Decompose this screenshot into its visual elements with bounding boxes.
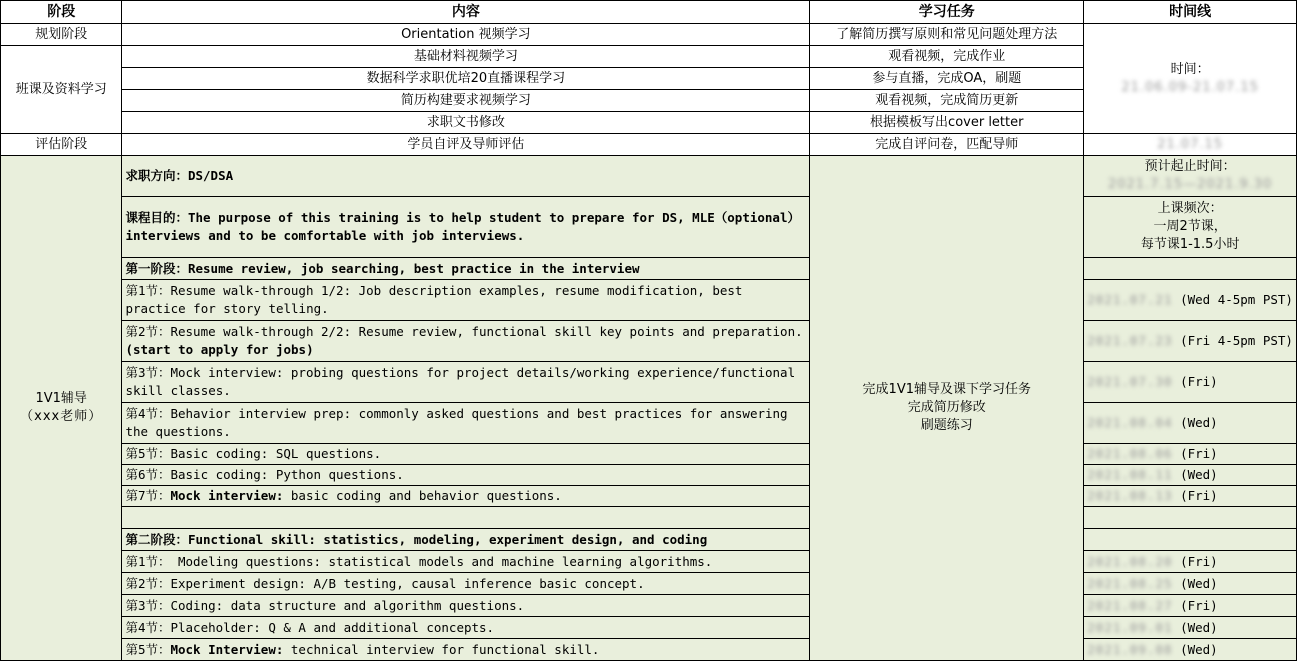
lesson-row (1, 573, 1297, 595)
lesson-date: 2021.08.04 (1087, 415, 1173, 430)
lesson-no: 第5节： (125, 641, 171, 657)
lesson-row (1, 280, 1297, 321)
lesson-date: 2021.08.11 (1087, 467, 1173, 482)
lesson-lead: Mock interview: (170, 488, 284, 503)
lesson-slot: (Fri) (1180, 374, 1218, 389)
lesson-row (1, 403, 1297, 444)
direction-cell (122, 156, 810, 197)
timeline-label: 时间： (1170, 61, 1210, 77)
lesson-text: Modeling questions: statistical models and machine learning algorithms. (170, 553, 713, 569)
lesson-no: 第6节： (125, 467, 171, 482)
purpose-cell (122, 197, 810, 258)
freq-cell (1084, 197, 1297, 258)
direction-label: 求职方向： (125, 168, 188, 183)
lesson-cell (122, 551, 810, 573)
lesson-row (1, 321, 1297, 362)
phase-label: 第一阶段： (125, 260, 188, 276)
lesson-slot: (Wed) (1180, 641, 1218, 657)
lesson-text: Coding: data structure and algorithm questions. (170, 597, 525, 613)
lesson-row (1, 444, 1297, 465)
lesson-slot: (Wed) (1180, 575, 1218, 591)
lesson-no: 第2节： (125, 324, 171, 339)
lesson-no: 第1节： (125, 283, 171, 298)
period-cell (1084, 156, 1297, 197)
task-cell: 参与直播，完成OA，刷题 (810, 68, 1084, 90)
task-cell: 观看视频，完成简历更新 (810, 90, 1084, 112)
eval-date: 21.07.15 (1157, 136, 1224, 152)
lesson-date: 2021.07.30 (1087, 374, 1173, 389)
lesson-cell (122, 595, 810, 617)
content-cell: 基础材料视频学习 (122, 46, 810, 68)
lesson-no: 第4节： (125, 406, 171, 421)
lesson-no: 第7节： (125, 488, 171, 503)
lesson-date-cell (1084, 617, 1297, 639)
lesson-date: 2021.07.21 (1087, 292, 1173, 307)
lesson-row (1, 362, 1297, 403)
lesson-text: technical interview for functional skill. (283, 641, 600, 657)
lesson-cell (122, 362, 810, 403)
lesson-date: 2021.08.25 (1087, 575, 1173, 591)
lesson-slot: (Fri) (1180, 488, 1218, 503)
lesson-row (1, 551, 1297, 573)
lesson-no: 第3节： (125, 365, 171, 380)
lesson-date-cell (1084, 321, 1297, 362)
lesson-date-cell (1084, 403, 1297, 444)
lesson-slot: (Fri 4-5pm PST) (1180, 333, 1293, 348)
lesson-slot: (Wed) (1180, 467, 1218, 482)
stage-cell: 班课及资料学习 (1, 46, 122, 134)
header-content: 内容 (122, 1, 810, 24)
freq-line: 每节课1-1.5小时 (1140, 237, 1240, 252)
timeline-cell (1084, 134, 1297, 156)
coaching-teacher: （xxx老师） (20, 409, 103, 424)
lesson-date: 2021.09.08 (1087, 641, 1173, 657)
phase2-cell (122, 529, 810, 551)
lesson-date: 2021.08.06 (1087, 446, 1173, 461)
lesson-cell (122, 465, 810, 486)
lesson-date: 2021.07.23 (1087, 333, 1173, 348)
header-timeline: 时间线 (1084, 1, 1297, 24)
lesson-row (1, 617, 1297, 639)
phase-row (1, 258, 1297, 280)
lesson-cell (122, 573, 810, 595)
lesson-text: Placeholder: Q & A and additional concepts. (170, 619, 495, 635)
empty-cell (1084, 507, 1297, 529)
lesson-date: 2021.08.20 (1087, 553, 1173, 569)
lesson-no: 第4节： (125, 619, 171, 635)
phase-title: Resume review, job searching, best practice in the interview (187, 260, 640, 276)
lesson-date-cell (1084, 444, 1297, 465)
lesson-cell (122, 280, 810, 321)
lesson-slot: (Wed) (1180, 415, 1218, 430)
freq-line: 一周2节课， (1153, 219, 1227, 234)
stage-cell: 评估阶段 (1, 134, 122, 156)
direction-value: DS/DSA (187, 168, 234, 183)
lesson-date-cell (1084, 465, 1297, 486)
period-label: 预计起止时间： (1144, 159, 1236, 174)
lesson-date-cell (1084, 595, 1297, 617)
lesson-no: 第2节： (125, 575, 171, 591)
lesson-row (1, 639, 1297, 661)
lesson-slot: (Wed) (1180, 619, 1218, 635)
lesson-no: 第1节： (125, 553, 171, 569)
timeline-cell (1084, 24, 1297, 134)
phase-title: Functional skill: statistics, modeling, experiment design, and coding (187, 531, 708, 547)
lesson-date-cell (1084, 362, 1297, 403)
lesson-text: Basic coding: SQL questions. (170, 446, 382, 461)
lesson-cell (122, 639, 810, 661)
empty-cell (1084, 258, 1297, 280)
direction-row (1, 156, 1297, 197)
purpose-label: 课程目的： (125, 210, 188, 225)
table-row (1, 134, 1297, 156)
lesson-slot: (Fri) (1180, 446, 1218, 461)
task-cell: 观看视频，完成作业 (810, 46, 1084, 68)
lesson-date-cell (1084, 639, 1297, 661)
spacer-row (1, 507, 1297, 529)
lesson-cell (122, 617, 810, 639)
lesson-lead: Mock Interview: (170, 641, 284, 657)
lesson-text: Behavior interview prep: commonly asked questions and best practices for answering the questions. (125, 406, 788, 439)
lesson-no: 第3节： (125, 597, 171, 613)
lesson-date: 2021.08.13 (1087, 488, 1173, 503)
phase-row (1, 529, 1297, 551)
lesson-date-cell (1084, 486, 1297, 507)
lesson-text: Basic coding: Python questions. (170, 467, 404, 482)
task-cell: 了解简历撰写原则和常见问题处理方法 (810, 24, 1084, 46)
lesson-slot: (Fri) (1180, 597, 1218, 613)
empty-cell (1084, 529, 1297, 551)
lesson-cell (122, 321, 810, 362)
purpose-row (1, 197, 1297, 258)
phase1-cell (122, 258, 810, 280)
task-cell: 完成自评问卷，匹配导师 (810, 134, 1084, 156)
timeline-value: 21.06.09-21.07.15 (1121, 79, 1259, 95)
coaching-task-line: 完成简历修改 (907, 400, 986, 415)
content-cell: 求职文书修改 (122, 112, 810, 134)
lesson-text: basic coding and behavior questions. (283, 488, 562, 503)
lesson-text: Experiment design: A/B testing, causal inference basic concept. (170, 575, 645, 591)
lesson-text: Resume walk-through 1/2: Job description examples, resume modification, best practice for story telling. (125, 283, 743, 316)
stage-cell: 规划阶段 (1, 24, 122, 46)
header-task: 学习任务 (810, 1, 1084, 24)
coaching-stage-cell (1, 156, 122, 661)
empty-cell (122, 507, 810, 529)
coaching-task-cell (810, 156, 1084, 661)
lesson-row (1, 595, 1297, 617)
lesson-date-cell (1084, 551, 1297, 573)
task-cell: 根据模板写出cover letter (810, 112, 1084, 134)
content-cell: 学员自评及导师评估 (122, 134, 810, 156)
content-cell: 简历构建要求视频学习 (122, 90, 810, 112)
lesson-row (1, 486, 1297, 507)
lesson-cell (122, 403, 810, 444)
content-cell: Orientation 视频学习 (122, 24, 810, 46)
lesson-note: (start to apply for jobs) (125, 342, 314, 357)
lesson-slot: (Fri) (1180, 553, 1218, 569)
content-cell: 数据科学求职优培20直播课程学习 (122, 68, 810, 90)
freq-label: 上课频次： (1157, 201, 1223, 216)
lesson-text: Mock interview: probing questions for project details/working experience/functional skill classes. (125, 365, 796, 398)
purpose-text: The purpose of this training is to help student to prepare for DS, MLE（optional） interviews and to be comfortable with job interviews. (125, 210, 800, 243)
lesson-row (1, 465, 1297, 486)
table-row (1, 24, 1297, 46)
lesson-cell (122, 486, 810, 507)
coaching-task-line: 完成1V1辅导及课下学习任务 (862, 382, 1031, 397)
lesson-cell (122, 444, 810, 465)
lesson-slot: (Wed 4-5pm PST) (1180, 292, 1293, 307)
coaching-task-line: 刷题练习 (920, 418, 973, 433)
lesson-date: 2021.09.01 (1087, 619, 1173, 635)
period-value: 2021.7.15—2021.9.30 (1107, 177, 1273, 192)
lesson-text: Resume walk-through 2/2: Resume review, functional skill key points and preparation. (170, 324, 803, 339)
lesson-date-cell (1084, 573, 1297, 595)
phase-label: 第二阶段： (125, 531, 188, 547)
lesson-date-cell (1084, 280, 1297, 321)
lesson-no: 第5节： (125, 446, 171, 461)
lesson-date: 2021.08.27 (1087, 597, 1173, 613)
header-row (1, 1, 1297, 24)
header-stage: 阶段 (1, 1, 122, 24)
coaching-stage-label: 1V1辅导 (35, 391, 87, 406)
